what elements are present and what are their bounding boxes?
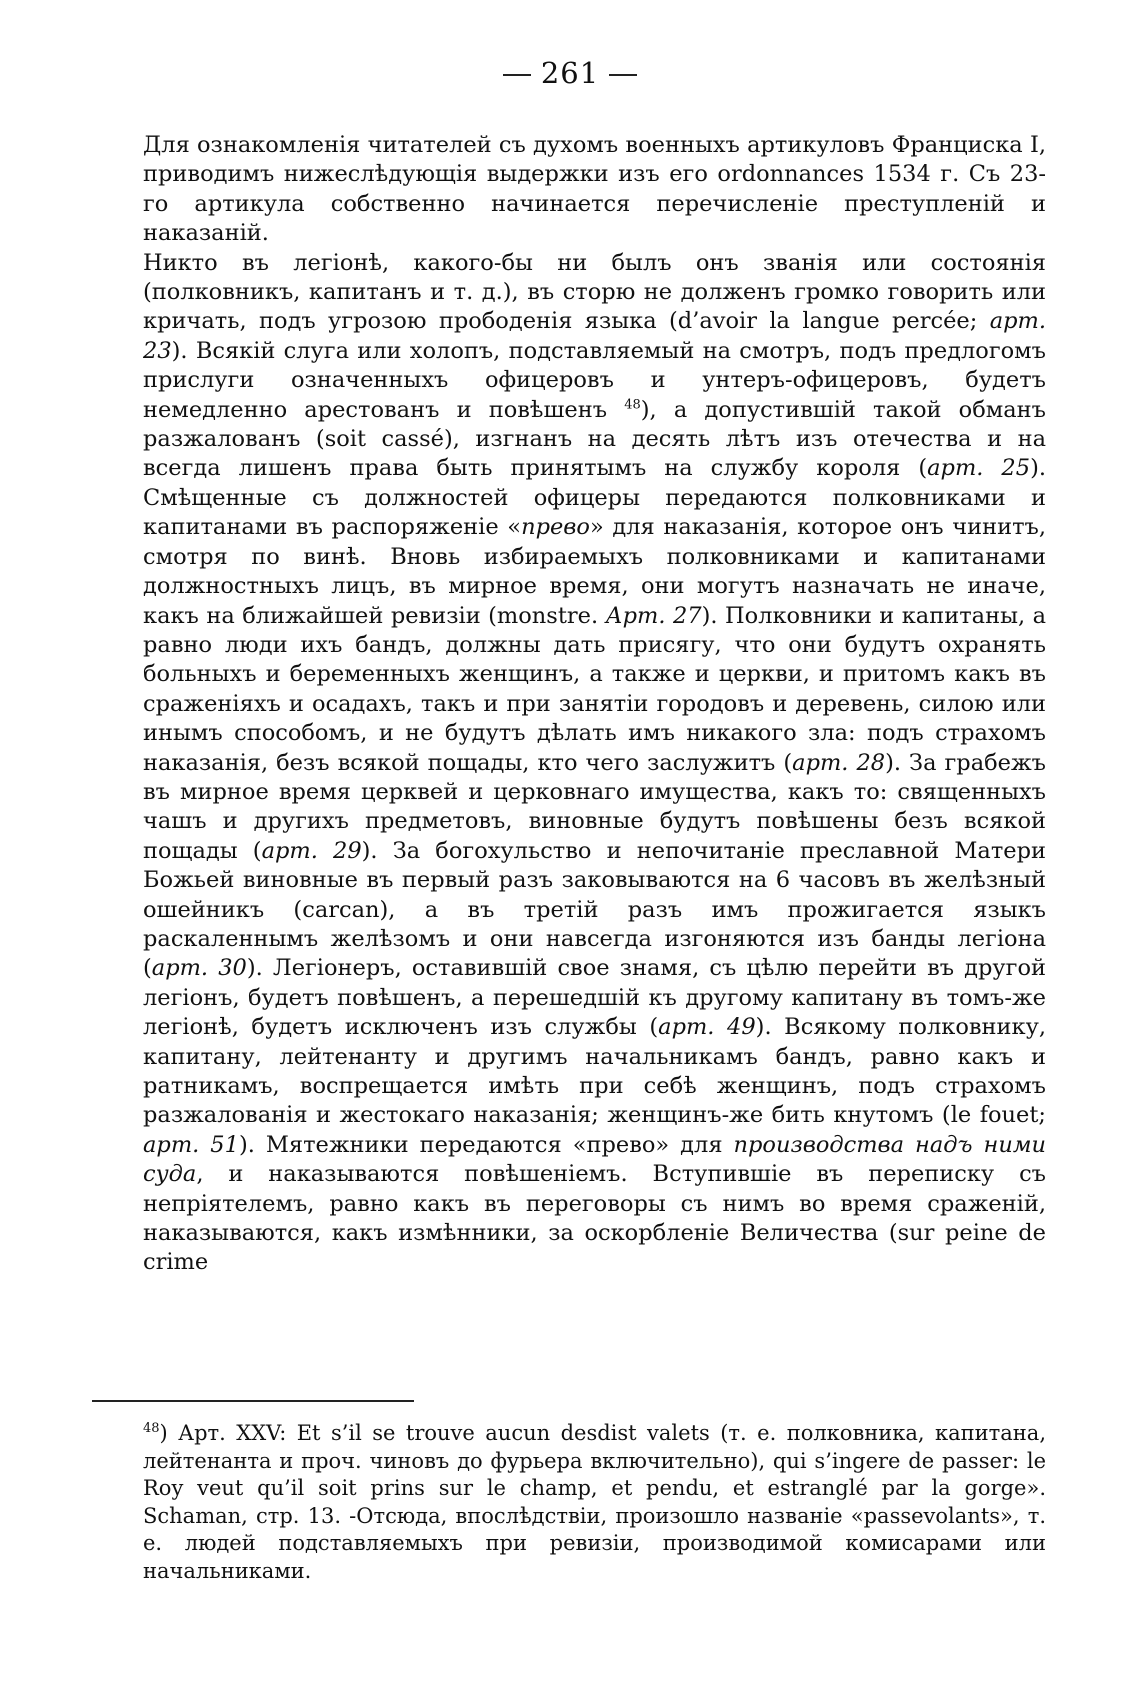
paragraph-articles <box>143 249 1046 1278</box>
article-ref: Арт. 27 <box>605 602 702 629</box>
prevo-italic: прево <box>521 514 590 541</box>
article-ref: арт. 29 <box>261 837 362 864</box>
text-run: ). Смѣщенные съ должностей офицеры передаются полковниками и капитанами въ распоряженіе « <box>143 455 1046 541</box>
footnote-mark[interactable]: 48 <box>624 397 641 413</box>
page-header <box>0 56 1140 90</box>
article-ref: арт. 28 <box>792 749 886 776</box>
paragraph-intro: Для ознакомленія читателей съ духомъ военныхъ артикуловъ Франциска I, приводимъ нижеслѣдующія выдержки изъ его ordonnances 1534 г. Съ 23-го артикула собственно начинается перечисленіе преступленій и наказаній. <box>143 132 1046 247</box>
article-ref: арт. 49 <box>658 1014 756 1041</box>
text-run: Никто въ легіонѣ, какого-бы ни былъ онъ званія или состоянія (полковникъ, капитанъ и т. д.), въ сторю не долженъ громко говорить или кричать, подъ угрозою прободенія языка (d’avoir la langue percée; <box>143 249 1046 335</box>
article-ref: арт. 25 <box>927 455 1031 482</box>
text-run: ). Легіонеръ, оставившій свое знамя, съ цѣлю перейти въ другой легіонъ, будетъ повѣшенъ, а перешедшій къ другому капитану въ томъ-же легіонѣ, будетъ исключенъ изъ службы ( <box>143 955 1047 1041</box>
text-run: ). Всякому полковнику, капитану, лейтенанту и другимъ начальникамъ бандъ, равно какъ и ратникамъ, воспрещается имѣть при себѣ женщинъ, подъ страхомъ разжалованія и жестокаго наказанія; женщинъ-же бить кнутомъ (le fouet; <box>143 1014 1046 1129</box>
footnote-text: ) Арт. XXV: Et s’il se trouve aucun desdist valets (т. е. полковника, капитана, лейтенанта и проч. чиновъ до фурьера включительно), qui s’ingere de passer: le Roy veut qu’il soit prins sur le champ, et pendu, et estranglé par la gorge». Schaman, стр. 13. -Отсюда, впослѣдствіи, произошло названіе «passevolants», т. е. людей подставляемыхъ при ревизіи, производимой комисарами или начальниками. <box>143 1421 1046 1583</box>
text-run: ). Полковники и капитаны, а равно люди ихъ бандъ, должны дать присягу, что они будутъ охранять больныхъ и беременныхъ женщинъ, а также и церкви, и притомъ какъ въ сраженіяхъ и осадахъ, такъ и при занятіи городовъ и деревень, силою или инымъ способомъ, и не будутъ дѣлать имъ никакого зла: подъ страхомъ наказанія, безъ всякой пощады, кто чего заслужитъ ( <box>143 602 1047 776</box>
text-run: ). Всякій слуга или холопъ, подставляемый на смотръ, подъ предлогомъ прислуги означенныхъ офицеровъ и унтеръ-офицеровъ, будетъ немедленно арестованъ и повѣшенъ <box>143 337 1046 423</box>
italic-phrase: производства надъ ними суда <box>143 1131 1046 1188</box>
text-run: ). За богохульство и непочитаніе преславной Матери Божьей виновные въ первый разъ заковываются на 6 часовъ въ желѣзный ошейникъ (carcan), а въ третій разъ имъ прожигается языкъ раскаленнымъ желѣзомъ и они навсегда изгоняются изъ банды легіона ( <box>143 837 1046 982</box>
text-run: ). За грабежъ въ мирное время церквей и церковнаго имущества, какъ то: священныхъ чашъ и другихъ предметовъ, виновные будутъ повѣшены безъ всякой пощады ( <box>143 749 1046 864</box>
text-run: ), а допустившій такой обманъ разжалованъ (soit cassé), изгнанъ на десять лѣтъ изъ отечества и на всегда лишенъ права быть принятымъ на службу короля ( <box>143 396 1046 482</box>
page-number: 261 <box>540 56 600 90</box>
text-run: ). Мятежники передаются «прево» для <box>238 1131 734 1158</box>
article-ref: арт. 51 <box>143 1131 239 1158</box>
article-ref: арт. 23 <box>143 308 1046 364</box>
header-dash-right <box>609 74 637 76</box>
footnote-number: 48 <box>143 1421 160 1436</box>
text-run: » для наказанія, которое онъ чинитъ, смотря по винѣ. Вновь избираемыхъ полковниками и капитанами должностныхъ лицъ, въ мирное время, они могутъ назначать не иначе, какъ на ближайшей ревизіи (monstre. <box>143 514 1046 629</box>
footnote <box>143 1420 1046 1586</box>
main-text <box>143 131 1046 1278</box>
text-run: , и наказываются повѣшеніемъ. Вступившіе въ переписку съ непріятелемъ, равно какъ въ переговоры съ нимъ во время сраженій, наказываются, какъ измѣнники, за оскорбленіе Величества (sur peine de crime <box>143 1161 1046 1276</box>
article-ref: арт. 30 <box>151 955 247 982</box>
header-dash-left <box>503 74 531 76</box>
footnote-rule <box>92 1400 414 1402</box>
